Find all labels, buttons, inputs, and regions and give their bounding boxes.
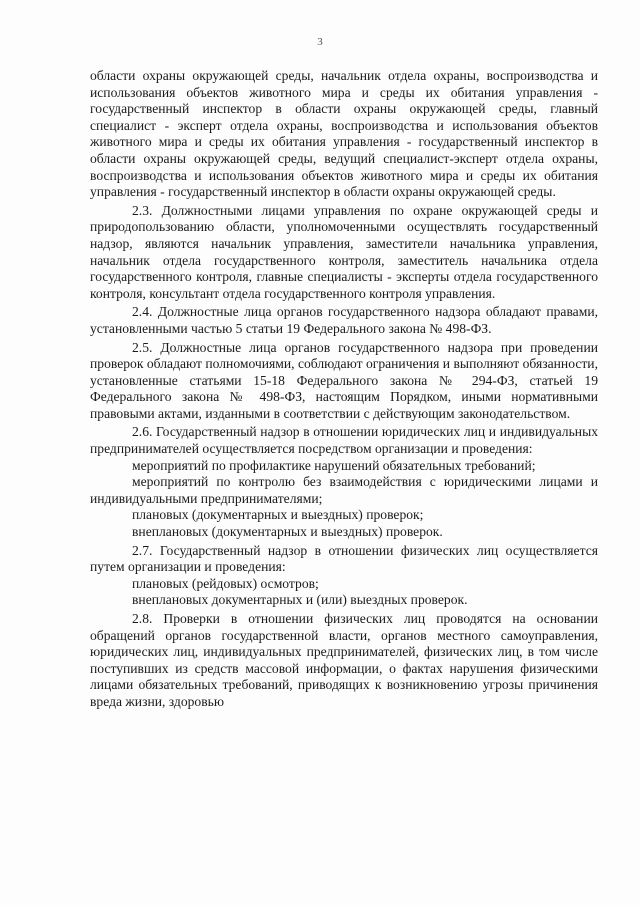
paragraph-2-4: 2.4. Должностные лица органов государственного надзора обладают правами, установленными частью 5 статьи 19 Федерального закона № 498-ФЗ. [90, 304, 598, 336]
paragraph-2-8: 2.8. Проверки в отношении физических лиц проводятся на основании обращений органов государственной власти, органов местного самоуправления, юридических лиц, индивидуальных предпринимателей, физических лиц, в том числе поступивших из средств массовой информации, о фактах нарушения физическими лицами обязательных требований, приводящих к возникновению угрозы причинения вреда жизни, здоровью [90, 611, 598, 709]
list-item: внеплановых (документарных и выездных) проверок. [132, 524, 443, 540]
paragraph-2-5: 2.5. Должностные лица органов государственного надзора при проведении проверок обладают полномочиями, соблюдают ограничения и выполняют обязанности, установленные статьями 15-18 Федерального закона № 294-ФЗ, статьей 19 Федерального закона № 498-ФЗ, настоящим Порядком, иными нормативными правовыми актами, изданными в соответствии с действующим законодательством. [90, 339, 598, 421]
paragraph-continuation: области охраны окружающей среды, начальник отдела охраны, воспроизводства и использования объектов животного мира и среды их обитания управления - государственный инспектор в области охраны окружающей среды, главный специалист - эксперт отдела охраны, воспроизводства и использования объектов животного мира и среды их обитания управления - государственный инспектор в области охраны окружающей среды, ведущий специалист-эксперт отдела охраны, воспроизводства и использования объектов животного мира и среды их обитания управления - государственный инспектор в области охраны окружающей среды. [90, 68, 598, 200]
paragraph-2-6: 2.6. Государственный надзор в отношении юридических лиц и индивидуальных предпринимателей осуществляется посредством организации и проведения: [90, 424, 598, 457]
document-body [90, 68, 598, 711]
list-item: плановых (документарных и выездных) проверок; [132, 507, 424, 523]
list-item: мероприятий по контролю без взаимодействия с юридическими лицами и индивидуальными предпринимателями; [90, 474, 598, 506]
page-number: 3 [317, 36, 323, 48]
list-item: плановых (рейдовых) осмотров; [132, 575, 319, 591]
paragraph-2-7: 2.7. Государственный надзор в отношении физических лиц осуществляется путем организации и проведения: [90, 542, 598, 575]
paragraph-2-3: 2.3. Должностными лицами управления по охране окружающей среды и природопользованию области, уполномоченными осуществлять государственный надзор, являются начальник управления, заместители начальника управления, начальник отдела государственного контроля, заместитель начальника отдела государственного контроля, главные специалисты - эксперты отдела государственного контроля, консультант отдела государственного контроля управления. [90, 202, 598, 301]
list-item: мероприятий по профилактике нарушений обязательных требований; [132, 457, 536, 473]
list-item: внеплановых документарных и (или) выездных проверок. [132, 592, 468, 608]
